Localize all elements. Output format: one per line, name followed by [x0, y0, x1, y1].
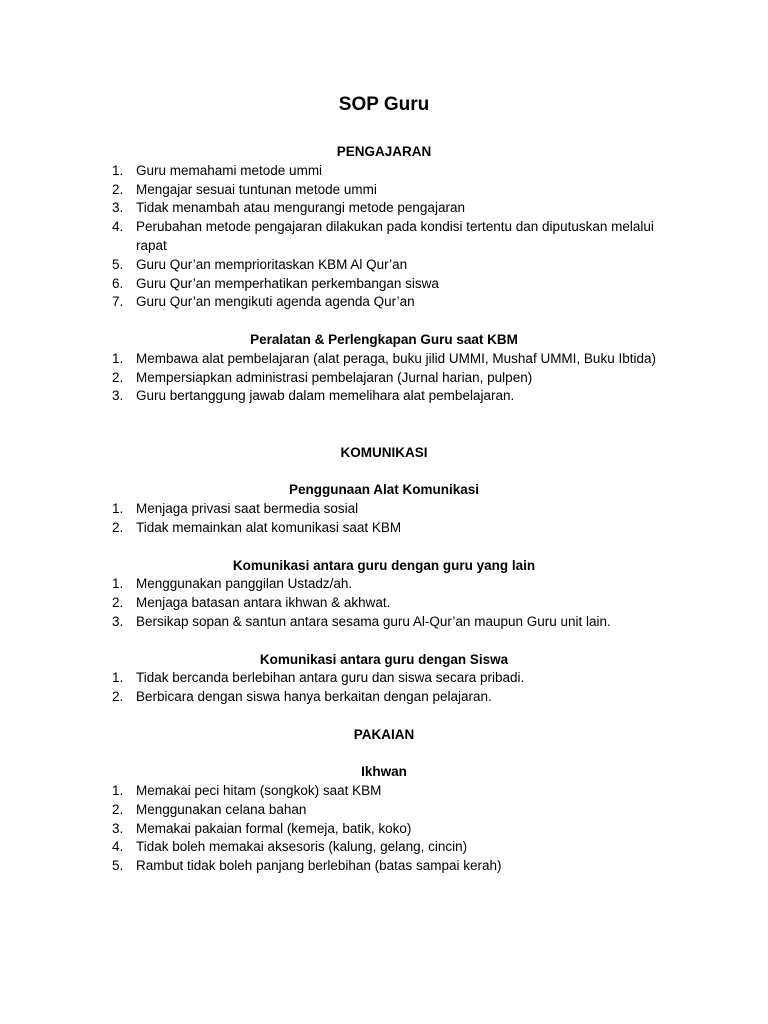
list-pengajaran [0, 162, 768, 312]
list-item: 1. Tidak bercanda berlebihan antara guru dan siswa secara pribadi. [112, 670, 525, 686]
list-item: 3. Memakai pakaian formal (kemeja, batik, koko) [112, 820, 412, 836]
section-heading-komunikasi: KOMUNIKASI [340, 444, 428, 460]
list-item: 3. Guru bertanggung jawab dalam memelihara alat pembelajaran. [112, 388, 515, 404]
list-peralatan [0, 350, 768, 406]
subsection-heading-komunikasi-siswa: Komunikasi antara guru dengan Siswa [259, 651, 509, 667]
subsection-heading-peralatan: Peralatan & Perlengkapan Guru saat KBM [250, 331, 518, 347]
list-ikhwan [0, 782, 768, 876]
list-item: 1. Guru memahami metode ummi [112, 162, 323, 178]
list-item: 6. Guru Qur’an memperhatikan perkembangan siswa [112, 275, 439, 291]
section-heading-pengajaran: PENGAJARAN [336, 144, 432, 159]
list-item: 5. Rambut tidak boleh panjang berlebihan (batas sampai kerah) [112, 858, 502, 874]
subsection-heading-komunikasi-guru: Komunikasi antara guru dengan guru yang lain [232, 557, 536, 573]
section-heading-pakaian: PAKAIAN [353, 726, 415, 742]
list-item: 2. Mempersiapkan administrasi pembelajaran (Jurnal harian, pulpen) [112, 369, 533, 385]
list-item: 1. Membawa alat pembelajaran (alat peraga, buku jilid UMMI, Mushaf UMMI, Buku Ibtida) [112, 350, 656, 366]
subsection-heading-ikhwan: Ikhwan [361, 764, 407, 780]
list-item: 4. Tidak boleh memakai aksesoris (kalung, gelang, cincin) [112, 839, 468, 855]
list-item: 1. Memakai peci hitam (songkok) saat KBM [112, 783, 382, 799]
list-item: 7. Guru Qur’an mengikuti agenda agenda Qur’an [112, 294, 415, 310]
subsection-heading-alat-komunikasi: Penggunaan Alat Komunikasi [288, 482, 480, 498]
list-item: 4. Perubahan metode pengajaran dilakukan pada kondisi tertentu dan diputuskan melalui rapat [112, 219, 654, 253]
list-item: 3. Tidak menambah atau mengurangi metode pengajaran [112, 200, 465, 216]
list-item: 3. Bersikap sopan & santun antara sesama guru Al-Qur’an maupun Guru unit lain. [112, 613, 611, 629]
document-title: SOP Guru [338, 94, 430, 115]
list-komunikasi-siswa [0, 669, 768, 707]
list-item: 2. Berbicara dengan siswa hanya berkaitan dengan pelajaran. [112, 689, 492, 705]
list-item: 5. Guru Qur’an memprioritaskan KBM Al Qur’an [112, 256, 408, 272]
list-item: 1. Menjaga privasi saat bermedia sosial [112, 501, 359, 517]
list-komunikasi-guru [0, 575, 768, 631]
list-item: 1. Menggunakan panggilan Ustadz/ah. [112, 576, 353, 592]
list-item: 2. Mengajar sesuai tuntunan metode ummi [112, 181, 377, 197]
list-alat-komunikasi [0, 500, 768, 538]
list-item: 2. Menggunakan celana bahan [112, 801, 307, 817]
list-item: 2. Menjaga batasan antara ikhwan & akhwat. [112, 595, 391, 611]
list-item: 2. Tidak memainkan alat komunikasi saat KBM [112, 519, 402, 535]
